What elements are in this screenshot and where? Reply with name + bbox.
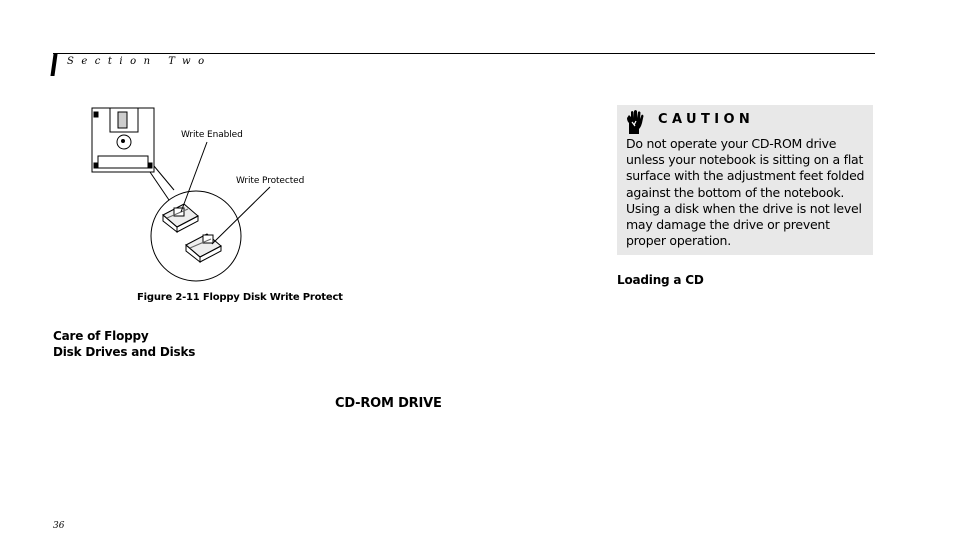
label-write-enabled: Write Enabled [181, 130, 243, 140]
page-number: 36 [53, 521, 65, 531]
section-label: Section Two [67, 56, 212, 67]
care-heading-line2: Disk Drives and Disks [53, 345, 196, 359]
caution-text: Do not operate your CD-ROM drive unless your notebook is sitting on a flat surface with the adjustment feet folded against the bottom of the notebook. Using a disk when the drive is not level may damage the drive or prevent proper operation. [626, 136, 865, 249]
figure-caption: Figure 2-11 Floppy Disk Write Protect [137, 292, 343, 303]
caution-hand-icon [623, 109, 647, 135]
care-section-heading [53, 328, 195, 360]
cdrom-section-heading: CD-ROM DRIVE [335, 396, 442, 411]
magnifier-circle [151, 191, 241, 281]
header-rule [53, 53, 875, 54]
header-tick-mark [50, 54, 57, 76]
label-write-protected: Write Protected [236, 176, 305, 186]
care-heading-line1: Care of Floppy [53, 329, 149, 343]
magnifier-line-right [154, 166, 174, 190]
caution-title: CAUTION [658, 112, 755, 127]
loading-cd-heading: Loading a CD [617, 273, 704, 287]
magnifier-line-left [150, 172, 169, 200]
